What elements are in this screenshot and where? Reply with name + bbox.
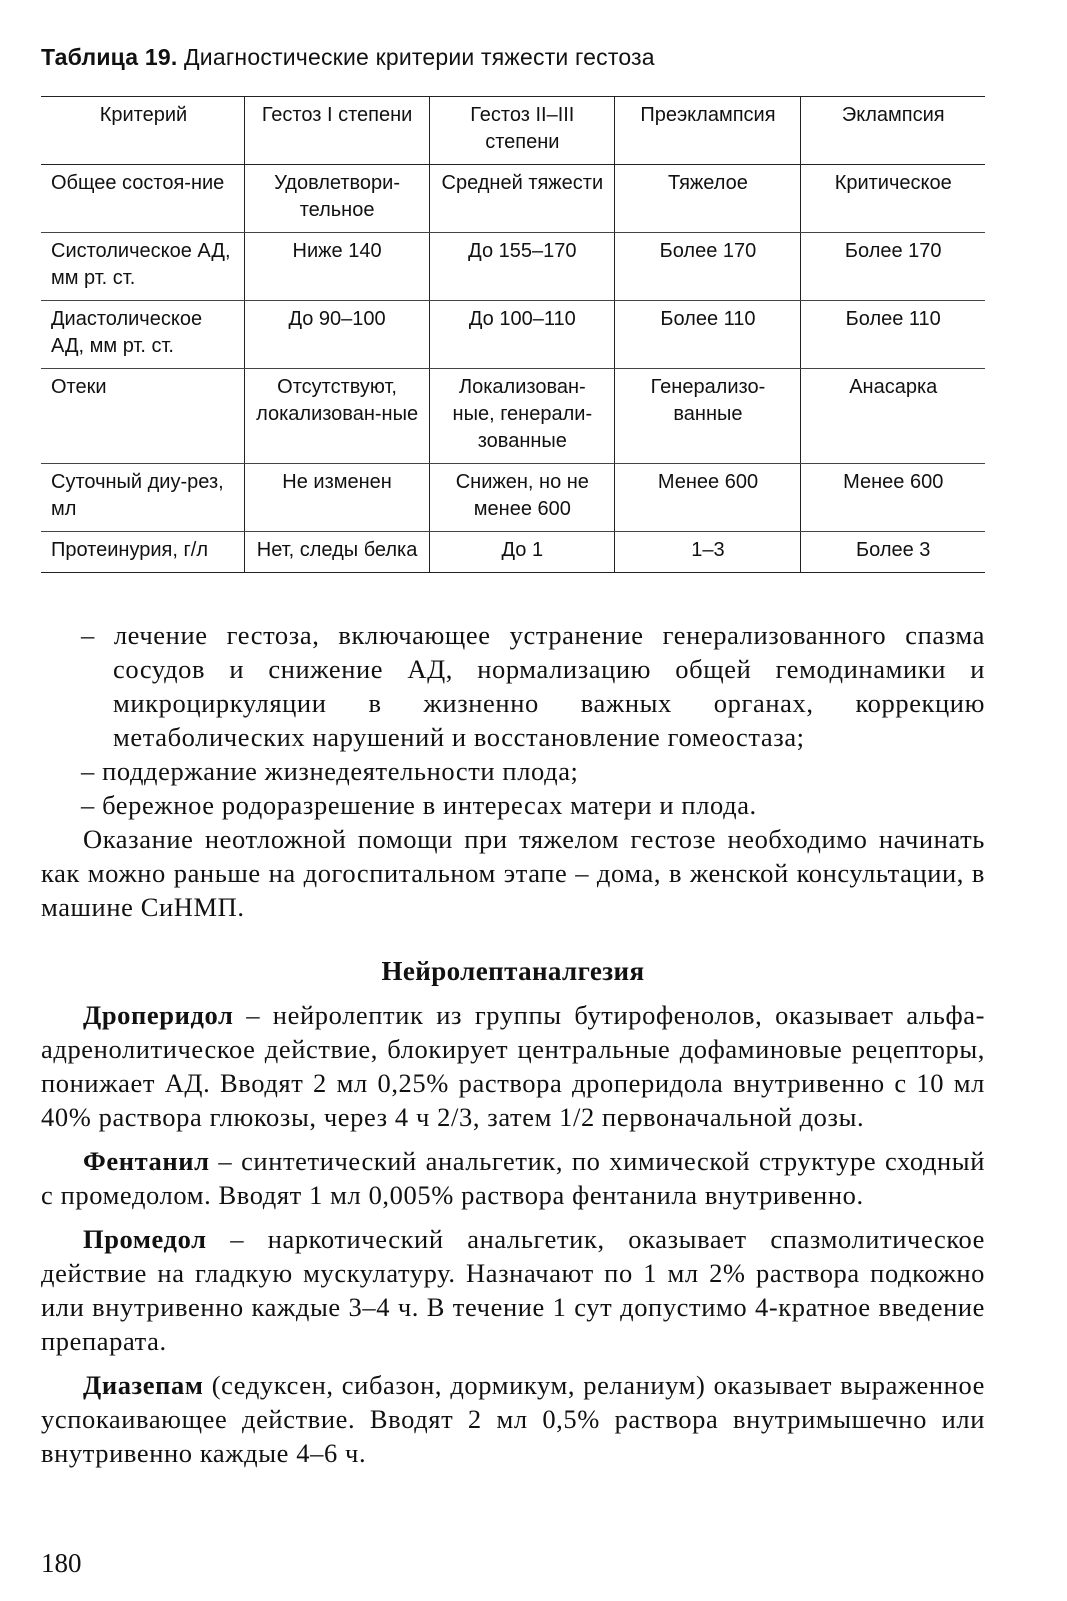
- header-gestosis-1: Гестоз I степени: [244, 97, 429, 165]
- section-title: Нейролептаналгезия: [381, 956, 645, 986]
- table-row: [41, 369, 985, 464]
- page-number: 180: [41, 1548, 82, 1578]
- table-cell: До 90–100: [244, 301, 429, 369]
- table-cell: Критическое: [801, 165, 985, 233]
- list-item: – бережное родоразрешение в интересах матери и плода.: [81, 790, 757, 820]
- drug-paragraph-promedol: [41, 1222, 985, 1358]
- table-cell: Суточный диу-рез, мл: [41, 464, 244, 532]
- table-cell: Общее состоя-ние: [41, 165, 244, 233]
- table-cell: Более 170: [801, 233, 985, 301]
- drug-name: Дроперидол: [83, 1000, 234, 1030]
- header-preeclampsia: Преэклампсия: [615, 97, 801, 165]
- table-cell: Более 3: [801, 532, 985, 573]
- drug-name: Промедол: [83, 1224, 207, 1254]
- body-text: [41, 618, 985, 1470]
- table-cell: Нет, следы белка: [244, 532, 429, 573]
- table-cell: Протеинурия, г/л: [41, 532, 244, 573]
- table-cell: Менее 600: [615, 464, 801, 532]
- table-row: [41, 233, 985, 301]
- drug-paragraph-fentanyl: [41, 1144, 985, 1212]
- table-row: [41, 532, 985, 573]
- table-cell: Анасарка: [801, 369, 985, 464]
- table-cell: 1–3: [615, 532, 801, 573]
- intro-paragraph: Оказание неотложной помощи при тяжелом гестозе необходимо начинать как можно раньше на догоспитальном этапе – дома, в женской консультации, в машине СиНМП.: [41, 824, 985, 922]
- list-item: – поддержание жизнедеятельности плода;: [81, 756, 579, 786]
- drug-paragraph-droperidol: [41, 998, 985, 1134]
- drug-description: – синтетический анальгетик, по химической структуре сходный с промедолом. Вводят 1 мл 0,005% раствора фентанила внутривенно.: [41, 1146, 985, 1210]
- table-caption: [41, 44, 655, 71]
- table-cell: Тяжелое: [615, 165, 801, 233]
- table-cell: Средней тяжести: [430, 165, 615, 233]
- table-row: [41, 301, 985, 369]
- table-cell: Удовлетвори-тельное: [244, 165, 429, 233]
- header-gestosis-2-3: Гестоз II–III степени: [430, 97, 615, 165]
- table-header-row: [41, 97, 985, 165]
- table-cell: Ниже 140: [244, 233, 429, 301]
- table-row: [41, 165, 985, 233]
- drug-description: (седуксен, сибазон, дормикум, реланиум) оказывает выраженное успокаивающее действие. Вводят 2 мл 0,5% раствора внутримышечно или внутривенно каждые 4–6 ч.: [41, 1370, 985, 1468]
- table-cell: Генерализо-ванные: [615, 369, 801, 464]
- table-cell: Более 170: [615, 233, 801, 301]
- drug-name: Фентанил: [83, 1146, 210, 1176]
- table-cell: До 155–170: [430, 233, 615, 301]
- table-cell: Систолическое АД, мм рт. ст.: [41, 233, 244, 301]
- table-cell: До 1: [430, 532, 615, 573]
- table-cell: Снижен, но не менее 600: [430, 464, 615, 532]
- table-cell: До 100–110: [430, 301, 615, 369]
- diagnostic-criteria-table: [41, 96, 985, 573]
- drug-description: – нейролептик из группы бутирофенолов, оказывает альфа-адренолитическое действие, блокирует центральные дофаминовые рецепторы, понижает АД. Вводят 2 мл 0,25% раствора дроперидола внутривенно с 10 мл 40% раствора глюкозы, через 4 ч 2/3, затем 1/2 первоначальной дозы.: [41, 1000, 985, 1132]
- table-cell: Локализован-ные, генерали-зованные: [430, 369, 615, 464]
- drug-name: Диазепам: [83, 1370, 204, 1400]
- table-cell: Менее 600: [801, 464, 985, 532]
- table-caption-text: Диагностические критерии тяжести гестоза: [184, 44, 655, 70]
- header-eclampsia: Эклампсия: [801, 97, 985, 165]
- table-cell: Отсутствуют, локализован-ные: [244, 369, 429, 464]
- drug-description: – наркотический анальгетик, оказывает спазмолитическое действие на гладкую мускулатуру. Назначают по 1 мл 2% раствора подкожно или внутривенно каждые 3–4 ч. В течение 1 сут допустимо 4-кратное введение препарата.: [41, 1224, 985, 1356]
- table-caption-number: Таблица 19.: [41, 44, 178, 70]
- header-criterion: Критерий: [41, 97, 244, 165]
- table-row: [41, 464, 985, 532]
- table-cell: Отеки: [41, 369, 244, 464]
- table-cell: Не изменен: [244, 464, 429, 532]
- drug-paragraph-diazepam: [41, 1368, 985, 1470]
- table-cell: Более 110: [615, 301, 801, 369]
- table-cell: Диастолическое АД, мм рт. ст.: [41, 301, 244, 369]
- table-cell: Более 110: [801, 301, 985, 369]
- list-item: – лечение гестоза, включающее устранение генерализованного спазма сосудов и снижение АД, нормализацию общей гемодинамики и микроциркуляции в жизненно важных органах, коррекцию метаболических нарушений и восстановление гомеостаза;: [81, 620, 985, 752]
